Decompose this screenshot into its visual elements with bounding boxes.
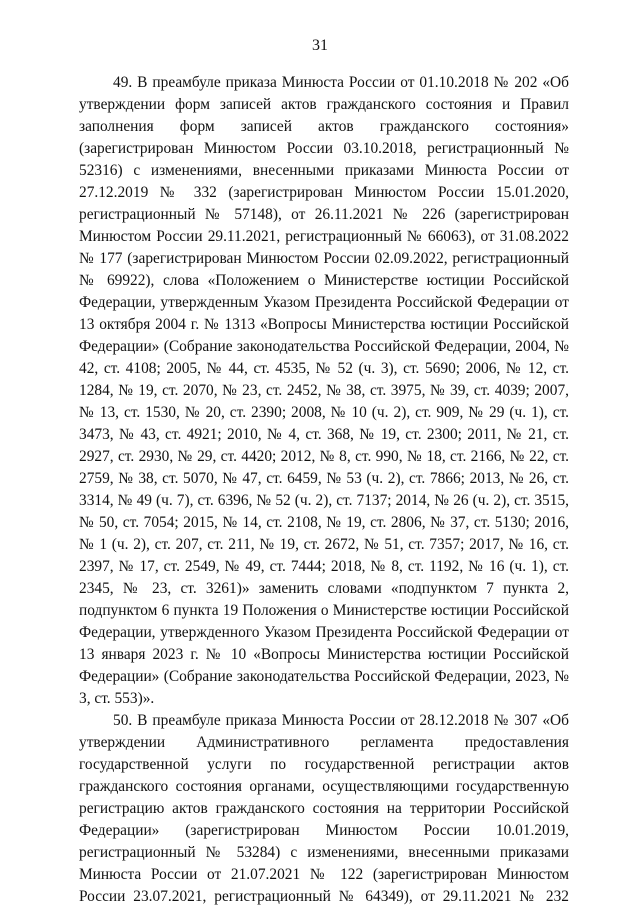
page-number: 31 bbox=[312, 37, 328, 54]
paragraph-49: 49. В преамбуле приказа Минюста России от 01.10.2018 № 202 «Об утверждении форм записей актов гражданского состояния и Правил заполнения форм записей актов гражданского состояния» (зарегистрирован Минюстом России 03.10.2018, регистрационный № 52316) с изменениями, внесенными приказами Минюста России от 27.12.2019 № 332 (зарегистрирован Минюстом России 15.01.2020, регистрационный № 57148), от 26.11.2021 № 226 (зарегистрирован Минюстом России 29.11.2021, регистрационный № 66063), от 31.08.2022 № 177 (зарегистрирован Минюстом России 02.09.2022, регистрационный № 69922), слова «Положением о Министерстве юстиции Российской Федерации, утвержденным Указом Президента Российской Федерации от 13 октября 2004 г. № 1313 «Вопросы Министерства юстиции Российской Федерации» (Собрание законодательства Российской Федерации, 2004, № 42, ст. 4108; 2005, № 44, ст. 4535, № 52 (ч. 3), ст. 5690; 2006, № 12, ст. 1284, № 19, ст. 2070, № 23, ст. 2452, № 38, ст. 3975, № 39, ст. 4039; 2007, № 13, ст. 1530, № 20, ст. 2390; 2008, № 10 (ч. 2), ст. 909, № 29 (ч. 1), ст. 3473, № 43, ст. 4921; 2010, № 4, ст. 368, № 19, ст. 2300; 2011, № 21, ст. 2927, ст. 2930, № 29, ст. 4420; 2012, № 8, ст. 990, № 18, ст. 2166, № 22, ст. 2759, № 38, ст. 5070, № 47, ст. 6459, № 53 (ч. 2), ст. 7866; 2013, № 26, ст. 3314, № 49 (ч. 7), ст. 6396, № 52 (ч. 2), ст. 7137; 2014, № 26 (ч. 2), ст. 3515, № 50, ст. 7054; 2015, № 14, ст. 2108, № 19, ст. 2806, № 37, ст. 5130; 2016, № 1 (ч. 2), ст. 207, ст. 211, № 19, ст. 2672, № 51, ст. 7357; 2017, № 16, ст. 2397, № 17, ст. 2549, № 49, ст. 7444; 2018, № 8, ст. 1192, № 16 (ч. 1), ст. 2345, № 23, ст. 3261)» заменить словами «подпунктом 7 пункта 2, подпунктом 6 пункта 19 Положения о Министерстве юстиции Российской Федерации, утвержденного Указом Президента Российской Федерации от 13 января 2023 г. № 10 «Вопросы Министерства юстиции Российской Федерации» (Собрание законодательства Российской Федерации, 2023, № 3, ст. 553)». bbox=[79, 74, 569, 707]
paragraph-50: 50. В преамбуле приказа Минюста России от 28.12.2018 № 307 «Об утверждении Административного регламента предоставления государственной услуги по государственной регистрации актов гражданского состояния органами, осуществляющими государственную регистрацию актов гражданского состояния на территории Российской Федерации» (зарегистрирован Минюстом России 10.01.2019, регистрационный № 53284) с изменениями, внесенными приказами Минюста России от 21.07.2021 № 122 (зарегистрирован Минюстом России 23.07.2021, регистрационный № 64349), от 29.11.2021 № 232 bbox=[79, 712, 569, 905]
document-body bbox=[79, 72, 569, 908]
